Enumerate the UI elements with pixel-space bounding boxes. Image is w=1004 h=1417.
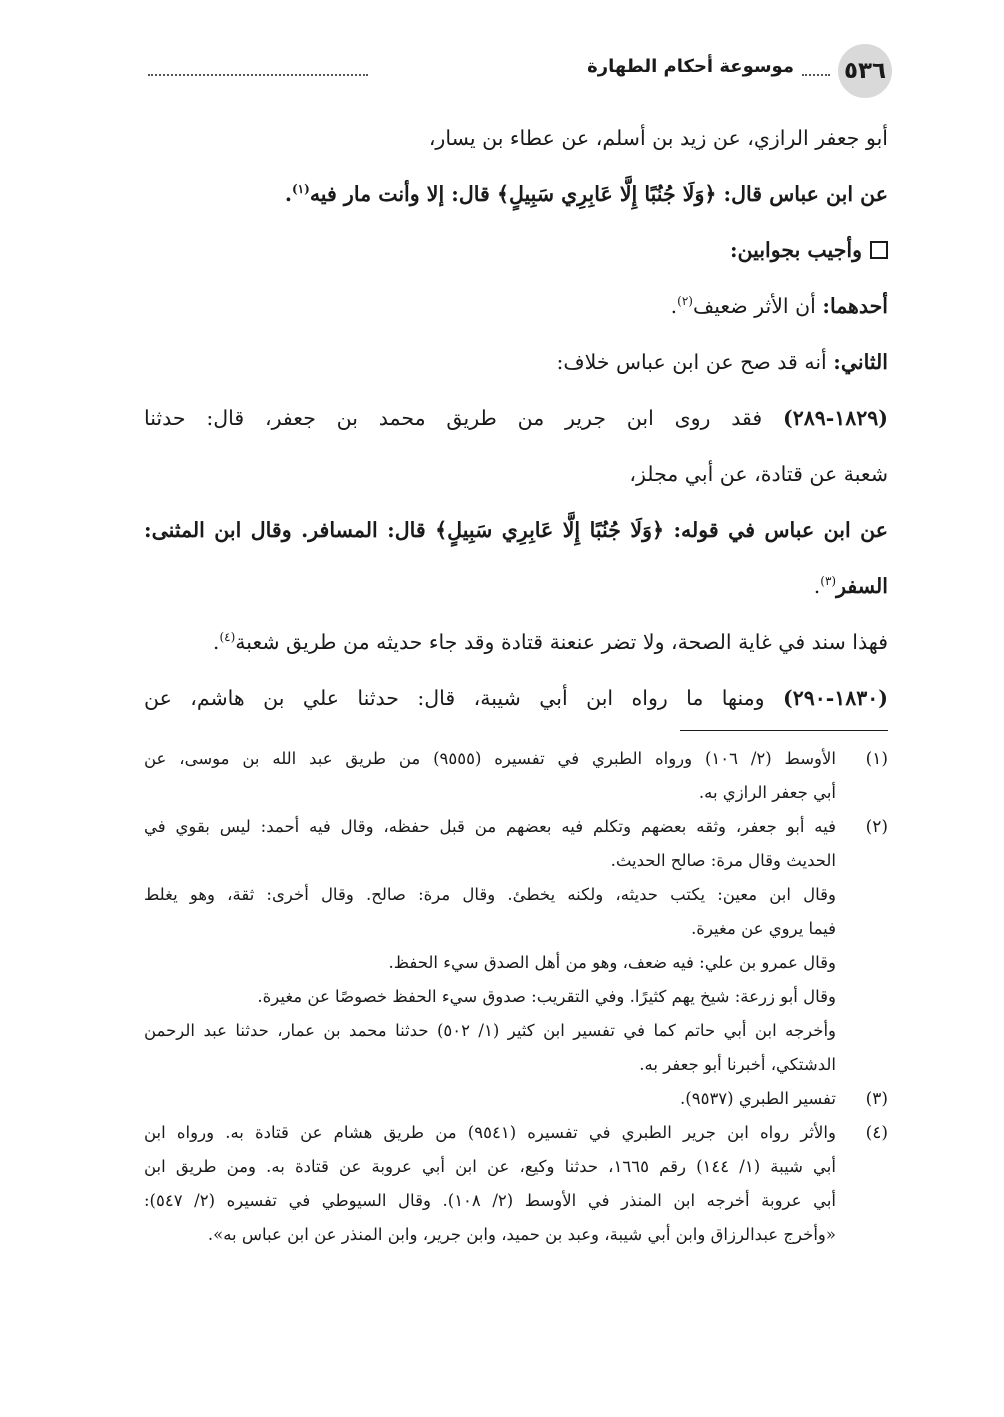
- header-dotted-rule-left: [148, 74, 368, 76]
- text-line: (١٨٣٠-٢٩٠) ومنها ما رواه ابن أبي شيبة، قال: حدثنا علي بن هاشم، عن: [144, 686, 888, 710]
- running-title: موسوعة أحكام الطهارة: [587, 56, 794, 77]
- footnote-line: فيه أبو جعفر، وثقه بعضهم وتكلم فيه بعضهم من قبل حفظه، وقال فيه أحمد: ليس بقوي في: [144, 817, 836, 836]
- footnote-number: (١): [865, 749, 888, 769]
- footnote: [144, 810, 888, 1082]
- text-line: (١٨٢٩-٢٨٩) فقد روى ابن جرير من طريق محمد بن جعفر، قال: حدثنا: [144, 406, 888, 430]
- main-text: [144, 110, 888, 726]
- text-line: فهذا سند في غاية الصحة، ولا تضر عنعنة قتادة وقد جاء حديثه من طريق شعبة$^{(٤)}$.: [212, 630, 888, 654]
- quran-verse: ﴿وَلَا جُنُبًا إِلَّا عَابِرِي سَبِيلٍ﴾: [435, 518, 664, 542]
- footnote-line: تفسير الطبري (٩٥٣٧).: [680, 1089, 836, 1108]
- quran-verse: ﴿وَلَا جُنُبًا إِلَّا عَابِرِي سَبِيلٍ﴾: [496, 182, 717, 206]
- text-line: أبو جعفر الرازي، عن زيد بن أسلم، عن عطاء بن يسار،: [428, 126, 888, 150]
- footnote-number: (٢): [865, 817, 888, 837]
- footnote-line: والأثر رواه ابن جرير الطبري في تفسيره (٩٥٤١) من طريق هشام عن قتادة به. ورواه ابن: [144, 1123, 836, 1142]
- footnote-line: وقال عمرو بن علي: فيه ضعف، وهو من أهل الصدق سيء الحفظ.: [388, 953, 836, 972]
- footnote: [144, 1116, 888, 1252]
- footnote-line: وقال أبو زرعة: شيخ يهم كثيرًا. وفي التقريب: صدوق سيء الحفظ خصوصًا عن مغيرة.: [257, 987, 836, 1006]
- footnote-line: الأوسط (٢/ ١٠٦) ورواه الطبري في تفسيره (٩٥٥٥) من طريق عبد الله بن موسى، عن: [144, 749, 836, 768]
- narration-number: (١٨٢٩-٢٨٩): [782, 406, 888, 430]
- text-line: السفر$^{(٣)}$.: [813, 574, 888, 598]
- footnote-ref: (٢): [677, 294, 693, 309]
- footnote-line: «وأخرج عبدالرزاق وابن أبي شيبة، وعبد بن حميد، وابن جرير، وابن المنذر عن ابن عباس به».: [207, 1225, 836, 1244]
- footnote-separator: [680, 730, 888, 731]
- text-line: عن ابن عباس في قوله: ﴿وَلَا جُنُبًا إِلَّا عَابِرِي سَبِيلٍ﴾ قال: المسافر. وقال ابن المثنى:: [144, 518, 888, 542]
- footnote-ref: (١): [291, 182, 310, 197]
- footnote-line: أبي عروبة أخرجه ابن المنذر في الأوسط (٢/ ١٠٨). وقال السيوطي في تفسيره (٢/ ٥٤٧):: [144, 1191, 837, 1210]
- footnote-line: الدشتكي، أخبرنا أبو جعفر به.: [639, 1055, 836, 1074]
- footnote-ref: (٤): [219, 630, 236, 645]
- text-line: شعبة عن قتادة، عن أبي مجلز،: [629, 462, 888, 486]
- text-line: الثاني: أنه قد صح عن ابن عباس خلاف:: [556, 350, 888, 374]
- text-line: أحدهما: أن الأثر ضعيف$^{(٢)}$.: [670, 294, 888, 318]
- checkbox-icon: [870, 241, 888, 259]
- text-line: عن ابن عباس قال: ﴿وَلَا جُنُبًا إِلَّا عَابِرِي سَبِيلٍ﴾ قال: إلا وأنت مار فيه$^{(١)}$.: [284, 182, 888, 206]
- header-dotted-rule-right: [802, 74, 830, 76]
- text-line: وأجيب بجوابين:: [144, 222, 888, 278]
- footnote-line: أبي جعفر الرازي به.: [698, 783, 836, 802]
- footnote-line: وقال ابن معين: يكتب حديثه، ولكنه يخطئ. وقال مرة: صالح. وقال أخرى: ثقة، وهو يغلط: [144, 885, 836, 904]
- footnote-line: أبي شيبة (١/ ١٤٤) رقم ١٦٦٥، حدثنا وكيع، عن ابن أبي عروبة عن قتادة به. ومن طريق ابن: [144, 1157, 836, 1176]
- footnote: [144, 742, 888, 810]
- footnote-line: الحديث وقال مرة: صالح الحديث.: [610, 851, 836, 870]
- footnote-number: (٣): [865, 1089, 888, 1109]
- page-header: [140, 44, 892, 102]
- narration-number: (١٨٣٠-٢٩٠): [782, 686, 888, 710]
- page-number-badge: ٥٣٦: [838, 44, 892, 98]
- footnote: [144, 1082, 888, 1116]
- footnotes: [144, 742, 888, 1252]
- footnote-number: (٤): [865, 1123, 888, 1143]
- footnote-line: وأخرجه ابن أبي حاتم كما في تفسير ابن كثير (١/ ٥٠٢) حدثنا محمد بن عمار، حدثنا عبد الرحمن: [144, 1021, 836, 1040]
- footnote-line: فيما يروي عن مغيرة.: [691, 919, 836, 938]
- footnote-ref: (٣): [820, 574, 837, 589]
